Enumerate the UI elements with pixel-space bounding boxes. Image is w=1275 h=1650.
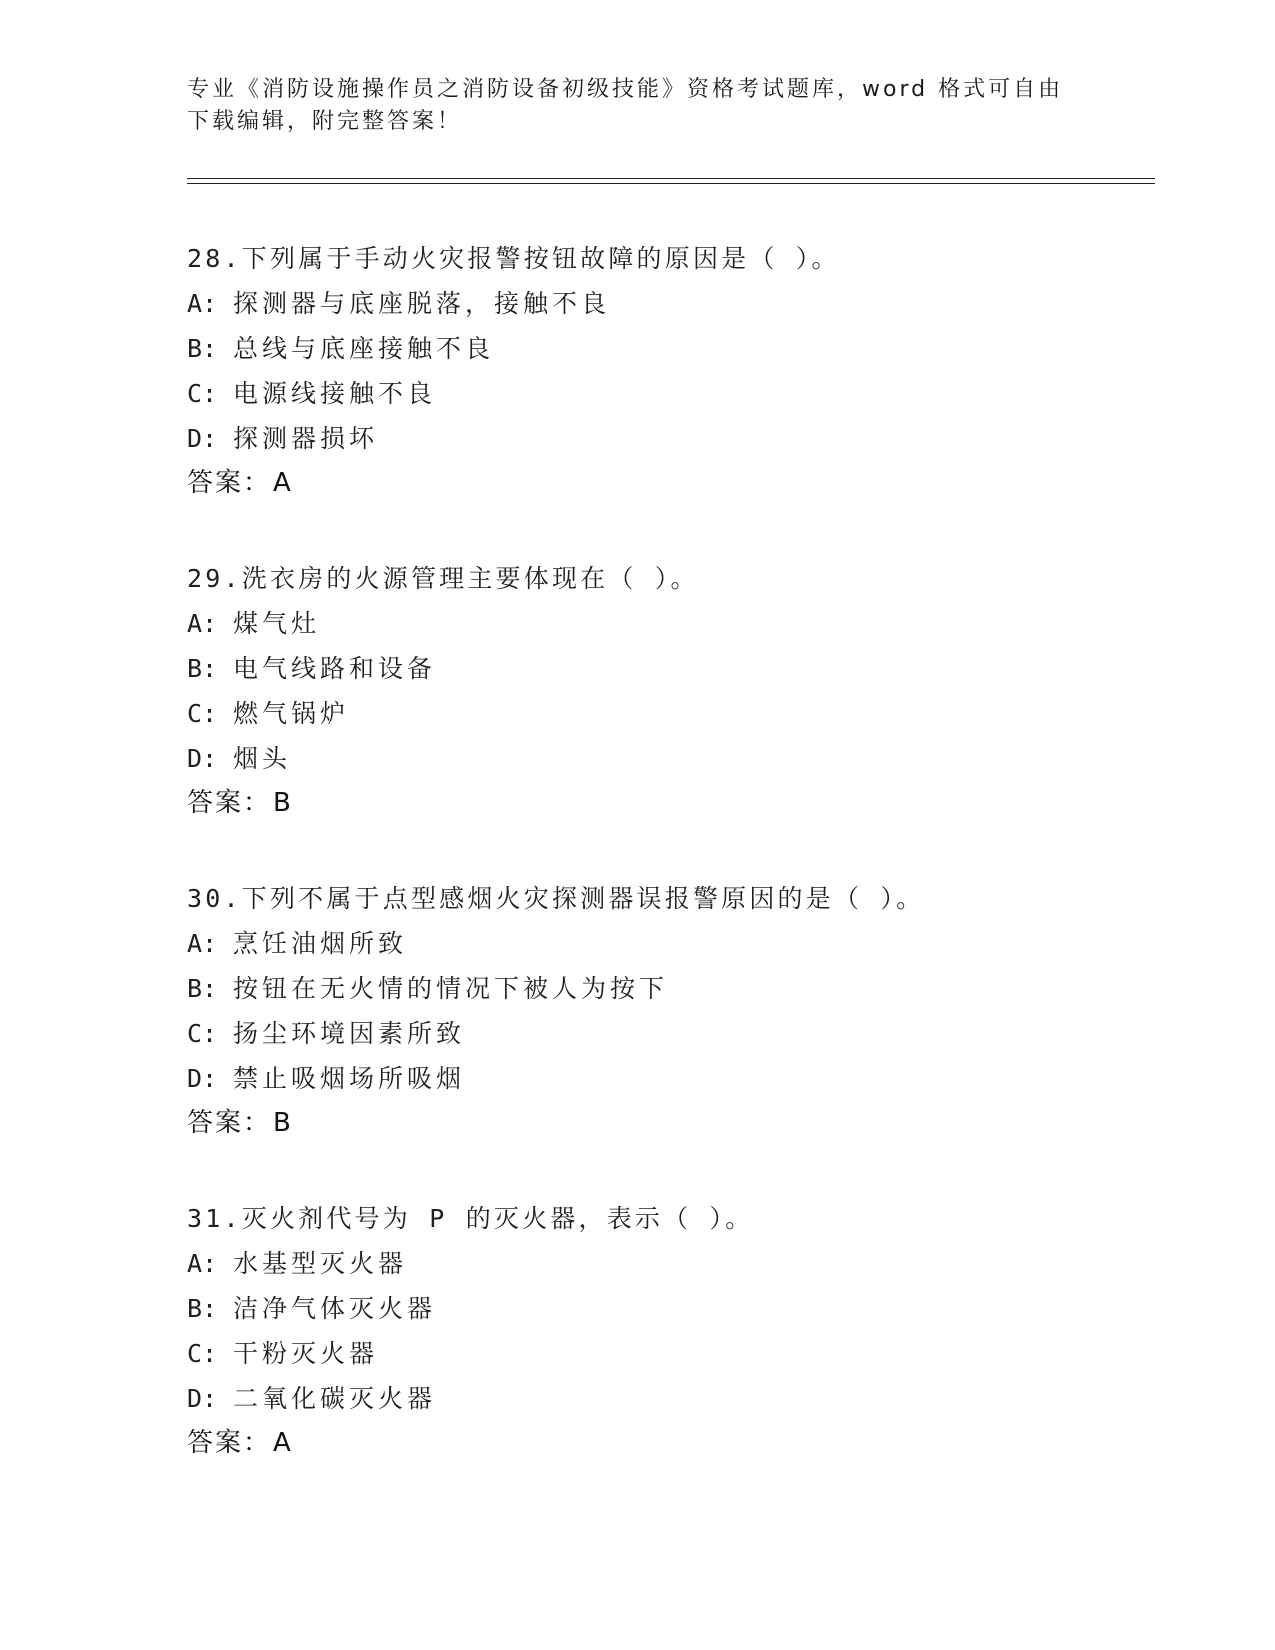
- option-d: [187, 416, 1147, 461]
- option-letter: C:: [187, 1019, 218, 1048]
- option-letter: C:: [187, 379, 218, 408]
- option-a: [187, 281, 1147, 326]
- option-d: [187, 1376, 1147, 1421]
- option-text: 二氧化碳灭火器: [233, 1384, 437, 1413]
- option-text: 燃气锅炉: [233, 699, 350, 728]
- option-text: 洁净气体灭火器: [233, 1294, 437, 1323]
- option-text: 禁止吸烟场所吸烟: [233, 1064, 466, 1093]
- document-intro: 专业《消防设施操作员之消防设备初级技能》资格考试题库，word 格式可自由下载编辑，附完整答案！: [187, 77, 1064, 134]
- answer-line: [187, 781, 1147, 826]
- option-c: [187, 691, 1147, 736]
- option-b: [187, 1286, 1147, 1331]
- answer-label: 答案：: [187, 788, 272, 818]
- option-text: 电源线接触不良: [233, 379, 437, 408]
- question-stem: 28.下列属于手动火灾报警按钮故障的原因是（ ）。: [187, 244, 840, 273]
- option-text: 烹饪油烟所致: [233, 929, 408, 958]
- option-text: 水基型灭火器: [233, 1249, 408, 1278]
- answer-line: [187, 1101, 1147, 1146]
- answer-value: B: [273, 1108, 293, 1138]
- question-list: [187, 236, 1147, 1516]
- option-text: 电气线路和设备: [233, 654, 437, 683]
- question-stem: 31.灭火剂代号为 P 的灭火器，表示（ ）。: [187, 1204, 754, 1233]
- answer-value: B: [273, 788, 293, 818]
- header-divider-bottom: [187, 183, 1155, 184]
- option-letter: B:: [187, 974, 218, 1003]
- option-text: 按钮在无火情的情况下被人为按下: [233, 974, 669, 1003]
- option-a: [187, 921, 1147, 966]
- option-letter: A:: [187, 929, 218, 958]
- question-28: [187, 236, 1147, 556]
- answer-line: [187, 461, 1147, 506]
- answer-label: 答案：: [187, 1108, 272, 1138]
- answer-label: 答案：: [187, 1428, 272, 1458]
- option-letter: A:: [187, 289, 218, 318]
- option-b: [187, 966, 1147, 1011]
- question-31: [187, 1196, 1147, 1516]
- option-letter: B:: [187, 1294, 218, 1323]
- answer-value: A: [273, 1428, 293, 1458]
- option-text: 干粉灭火器: [233, 1339, 379, 1368]
- option-text: 探测器损坏: [233, 424, 379, 453]
- question-29: [187, 556, 1147, 876]
- option-letter: D:: [187, 424, 218, 453]
- option-c: [187, 371, 1147, 416]
- option-letter: A:: [187, 609, 218, 638]
- option-letter: C:: [187, 699, 218, 728]
- answer-label: 答案：: [187, 468, 272, 498]
- option-letter: D:: [187, 1384, 218, 1413]
- option-letter: C:: [187, 1339, 218, 1368]
- option-letter: D:: [187, 744, 218, 773]
- question-stem: 30.下列不属于点型感烟火灾探测器误报警原因的是（ ）。: [187, 884, 925, 913]
- option-d: [187, 1056, 1147, 1101]
- option-b: [187, 646, 1147, 691]
- answer-value: A: [273, 468, 293, 498]
- option-text: 总线与底座接触不良: [233, 334, 495, 363]
- option-letter: A:: [187, 1249, 218, 1278]
- option-a: [187, 601, 1147, 646]
- option-letter: B:: [187, 654, 218, 683]
- option-c: [187, 1331, 1147, 1376]
- option-c: [187, 1011, 1147, 1056]
- answer-line: [187, 1421, 1147, 1466]
- option-text: 烟头: [233, 744, 292, 773]
- option-text: 煤气灶: [233, 609, 321, 638]
- option-letter: B:: [187, 334, 218, 363]
- question-30: [187, 876, 1147, 1196]
- option-a: [187, 1241, 1147, 1286]
- question-stem: 29.洗衣房的火源管理主要体现在（ ）。: [187, 564, 699, 593]
- option-letter: D:: [187, 1064, 218, 1093]
- option-text: 探测器与底座脱落，接触不良: [233, 289, 611, 318]
- option-b: [187, 326, 1147, 371]
- header-divider-top: [187, 178, 1155, 179]
- option-text: 扬尘环境因素所致: [233, 1019, 466, 1048]
- option-d: [187, 736, 1147, 781]
